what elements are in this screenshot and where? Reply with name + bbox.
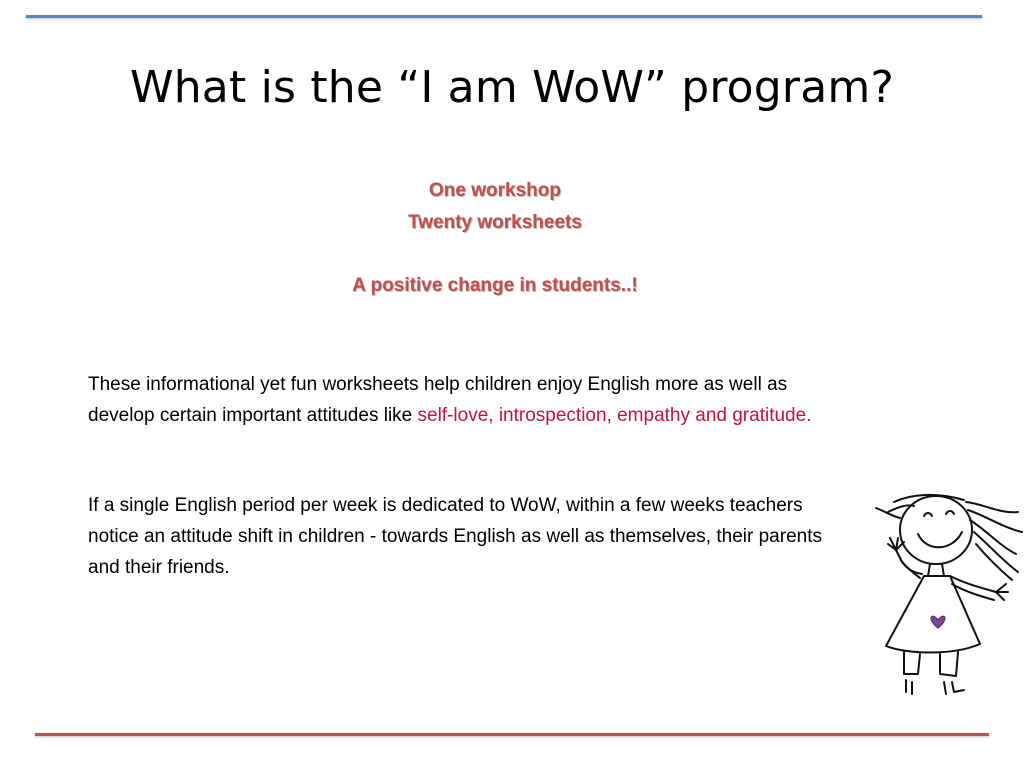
paragraph-worksheets-end: . xyxy=(806,405,812,426)
tagline-positive-change: A positive change in students..! xyxy=(352,275,638,296)
tagline-one-workshop: One workshop xyxy=(429,180,561,201)
slide-title: What is the “I am WoW” program? xyxy=(130,62,894,113)
tagline-twenty-worksheets: Twenty worksheets xyxy=(408,212,582,233)
paragraph-worksheets xyxy=(88,369,858,431)
bottom-divider xyxy=(35,733,989,736)
paragraph-worksheets-text: These informational yet fun worksheets help children enjoy English more as well as develop certain important attitudes like xyxy=(88,374,788,426)
attitudes-highlight: self-love, introspection, empathy and gratitude xyxy=(417,405,807,426)
top-divider xyxy=(26,15,982,18)
paragraph-attitude-shift: If a single English period per week is dedicated to WoW, within a few weeks teachers notice an attitude shift in children - towards English as well as themselves, their parents and their friends. xyxy=(88,495,822,578)
smiling-girl-drawing-icon xyxy=(866,488,1024,698)
